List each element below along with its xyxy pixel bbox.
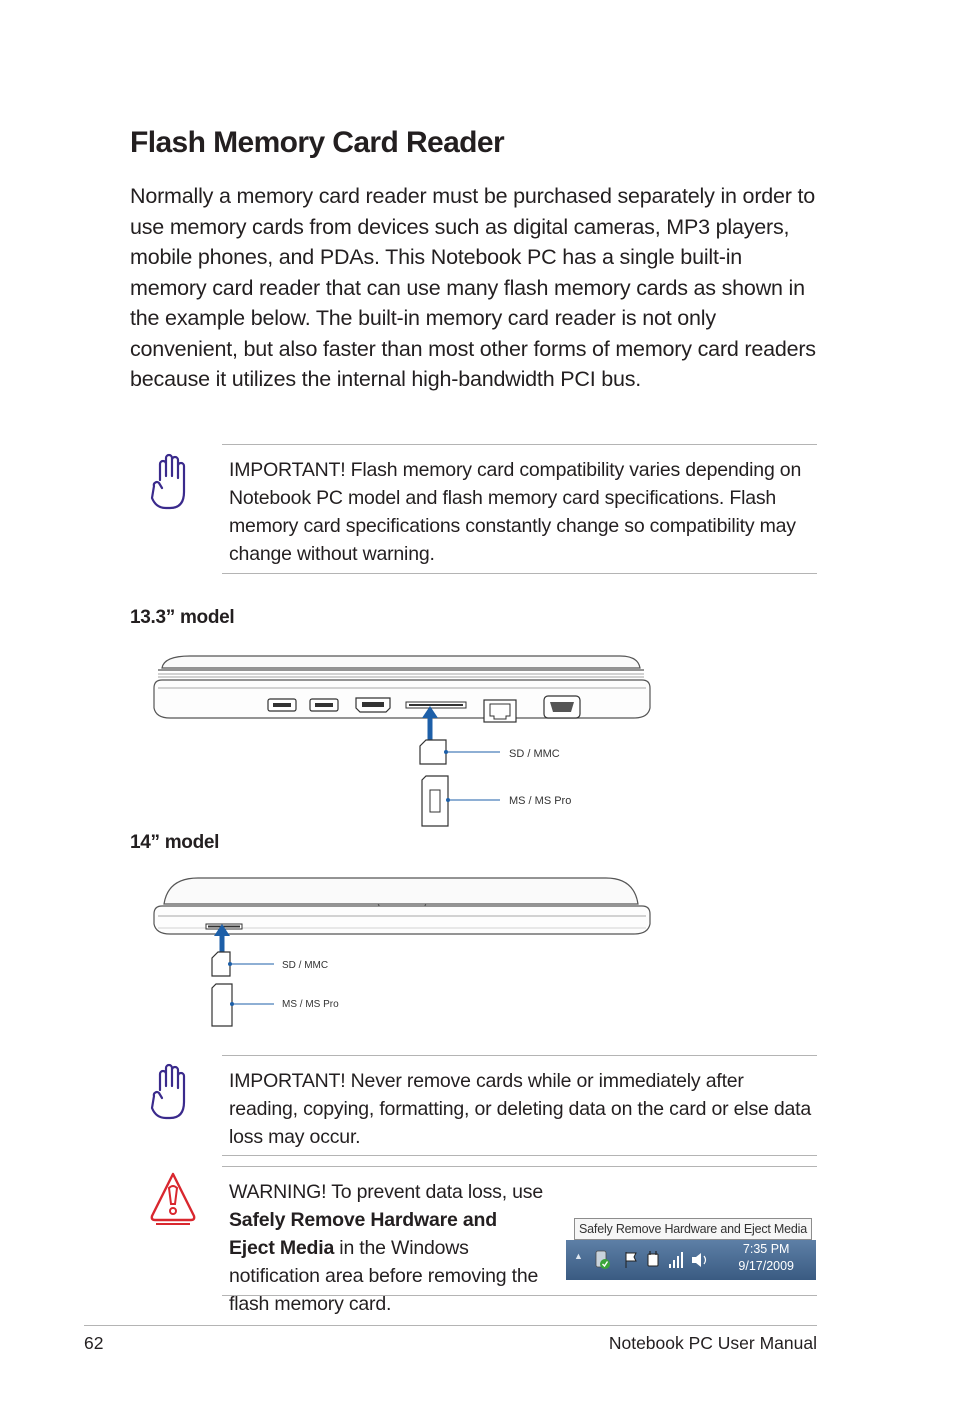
model-14-ms-label: MS / MS Pro: [282, 999, 339, 1010]
warning-triangle-icon: [148, 1170, 198, 1235]
show-hidden-icons-icon[interactable]: ▲: [574, 1251, 583, 1261]
action-center-flag-icon[interactable]: [626, 1252, 636, 1268]
volume-speaker-icon[interactable]: [692, 1253, 706, 1267]
page-number: 62: [84, 1333, 104, 1353]
network-icon[interactable]: [670, 1252, 682, 1268]
manual-title: Notebook PC User Manual: [608, 1333, 817, 1353]
taskbar-notification-area: [566, 1240, 816, 1280]
warning-suffix: in the Windows notification area before removing the flash memory card.: [229, 1237, 539, 1315]
important-note-text: IMPORTANT! Flash memory card compatibility varies depending on Notebook PC model and flash memory card specifications. Flash memory card specifications constantly change so compatibility may change without warning.: [229, 459, 802, 565]
important-note-text: IMPORTANT! Never remove cards while or immediately after reading, copying, formatting, or deleting data on the card or else data loss may occur.: [229, 1070, 812, 1148]
hand-stop-icon: [150, 452, 194, 517]
tray-clock[interactable]: [738, 1241, 794, 1275]
footer-divider: [84, 1325, 817, 1326]
tray-tooltip: Safely Remove Hardware and Eject Media: [574, 1218, 812, 1240]
model-13-diagram: [150, 652, 660, 832]
page-title: Flash Memory Card Reader: [130, 126, 505, 159]
hand-stop-icon: [150, 1062, 194, 1127]
power-plug-icon[interactable]: [648, 1251, 658, 1266]
model-14-diagram: [150, 874, 660, 1034]
model-13-ms-label: MS / MS Pro: [509, 795, 572, 807]
important-note-compatibility: [222, 444, 817, 574]
warning-prefix: WARNING! To prevent data loss, use: [229, 1181, 543, 1203]
model-14-label: 14” model: [130, 832, 220, 853]
tray-icons: [592, 1248, 732, 1272]
warning-note-text: [222, 1167, 547, 1318]
safely-remove-hardware-emphasis: Safely Remove Hardware and Eject Media: [229, 1209, 497, 1259]
model-13-sd-label: SD / MMC: [509, 748, 560, 760]
windows-tray-screenshot: [566, 1218, 816, 1280]
clock-time: 7:35 PM: [742, 1242, 790, 1256]
model-14-sd-label: SD / MMC: [282, 960, 329, 971]
model-13-label: 13.3” model: [130, 607, 235, 628]
intro-paragraph: Normally a memory card reader must be purchased separately in order to use memory cards from devices such as digital cameras, MP3 players, mobile phones, and PDAs. This Notebook PC has a single built-in memory card reader that can use many flash memory cards as shown in the example below. The built-in memory card reader is not only convenient, but also faster than most other forms of memory card readers because it utilizes the internal high-bandwidth PCI bus.: [130, 184, 816, 391]
clock-date: 9/17/2009: [738, 1259, 794, 1273]
safely-remove-hardware-icon[interactable]: [596, 1251, 610, 1269]
important-note-removal: [222, 1055, 817, 1156]
